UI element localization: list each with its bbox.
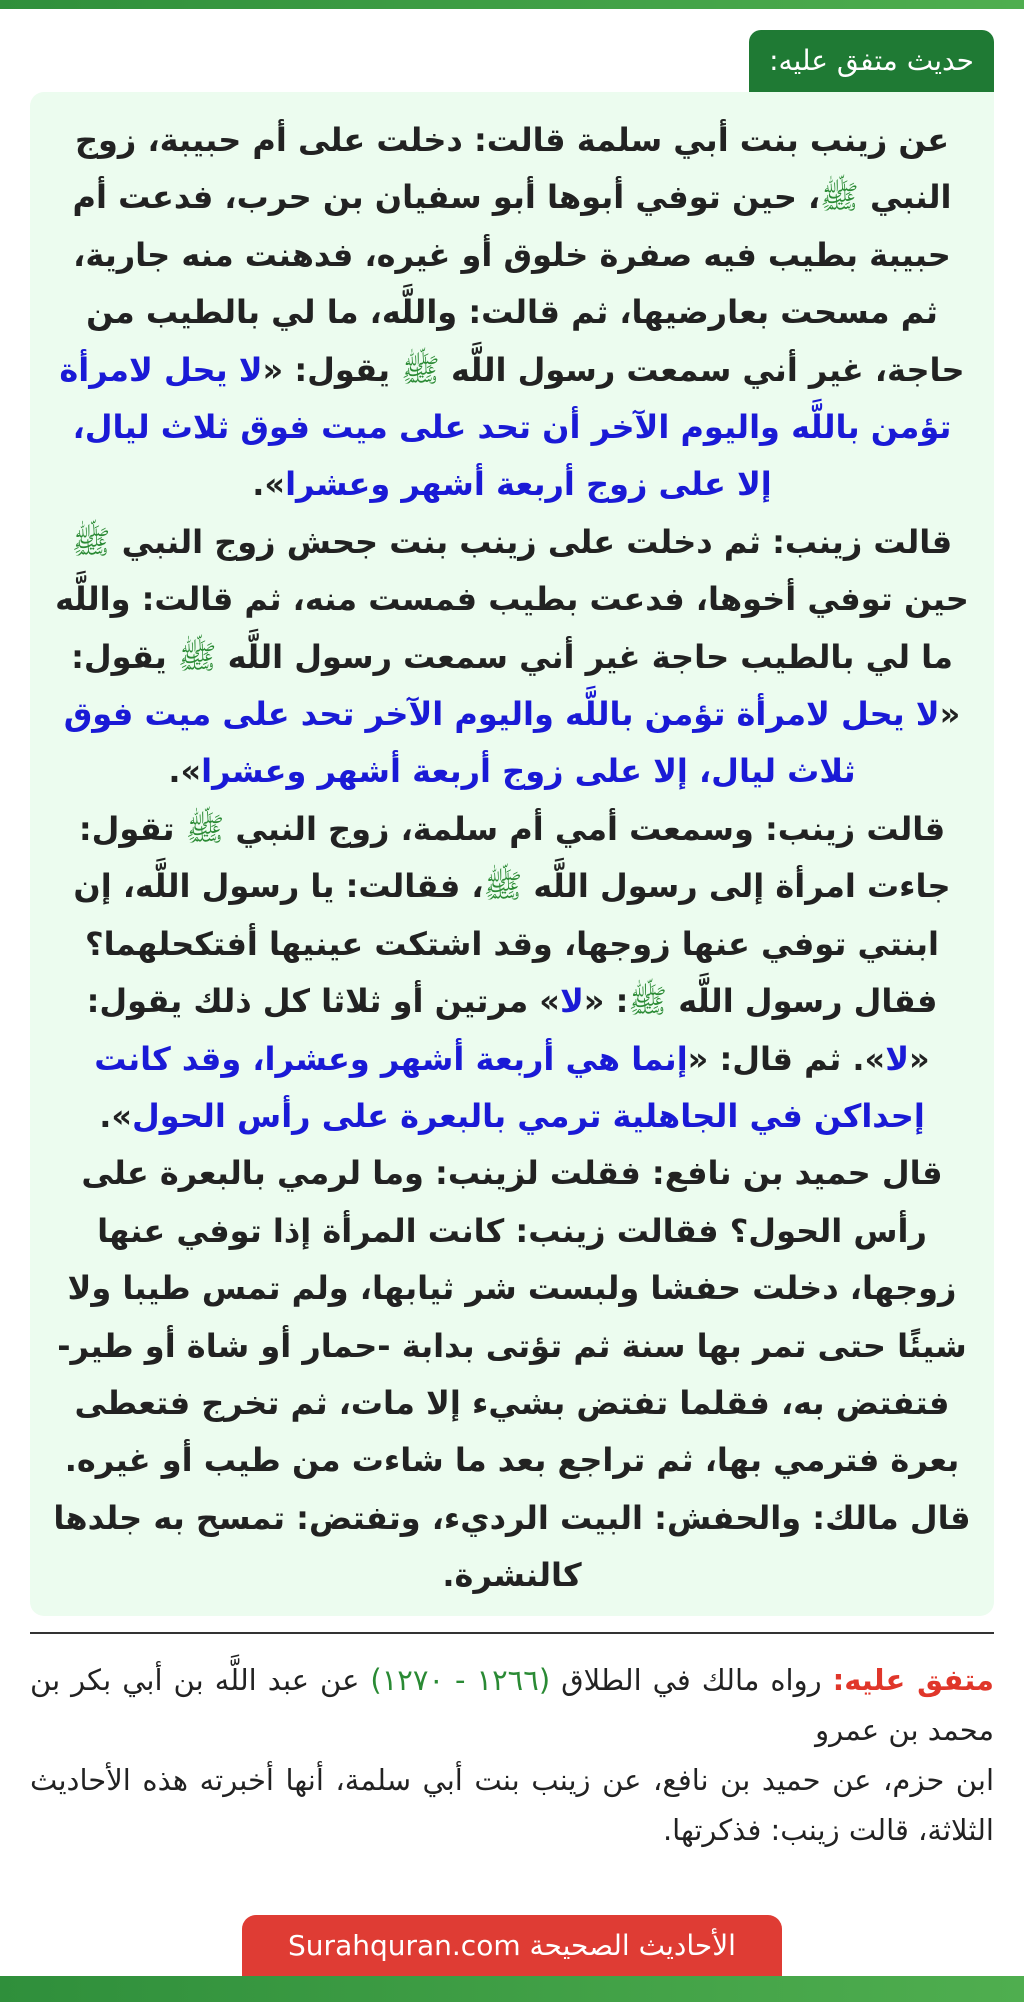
top-accent-bar [0,0,1024,9]
text: ». ثم قال: « [687,1039,886,1078]
hadith-paragraph-5: قال مالك: والحفش: البيت الرديء، وتفتض: تمسح به جلدها كالنشرة. [53,1498,971,1595]
bottom-accent-bar [0,1976,1024,2002]
prophet-quote: لا يحل لامرأة تؤمن باللَّه واليوم الآخر أن تحد على ميت فوق ثلاث ليال، إلا على زوج أربعة أشهر وعشرا [59,350,952,504]
text: : « [583,982,629,1021]
hadith-paragraph-4: قال حميد بن نافع: فقلت لزينب: وما لرمي بالبعرة على رأس الحول؟ فقالت زينب: كانت المرأة إذا توفي عنها زوجها، دخلت حفشا ولبست شر ثيابها، ولم تمس طيبا ولا شيئًا حتى تمر بها سنة ثم تؤتى بدابة -حمار أو شاة أو طير- فتفتض به، فقلما تفتض بشيء إلا مات، ثم تخرج فتعطى بعرة فترمي بها، ثم تراجع بعد ما شاءت من طيب أو غيره. [57,1154,967,1480]
text: عن زينب بنت أبي سلمة قالت: دخلت على أم حبيبة، زوج النبي [74,121,952,217]
prophet-quote: إنما هي أربعة أشهر وعشرا، وقد كانت إحداكن في الجاهلية ترمي بالبعرة على رأس الحول [94,1039,925,1135]
source-citation [30,1655,994,1855]
text: عن عبد اللَّه بن أبي بكر بن محمد بن عمرو [30,1663,994,1747]
hadith-text-box [30,92,994,1616]
hadith-paragraph-3 [52,801,972,1145]
salawat-glyph: ﷺ [820,178,859,217]
prophet-quote: لا يحل لامرأة تؤمن باللَّه واليوم الآخر تحد على ميت فوق ثلاث ليال، إلا على زوج أربعة أشهر وعشرا [63,695,940,791]
salawat-glyph: ﷺ [71,522,111,561]
salawat-glyph: ﷺ [483,867,523,906]
text: قالت زينب: وسمعت أمي أم سلمة، زوج النبي [224,809,946,848]
salawat-glyph: ﷺ [628,982,668,1021]
source-line-1 [30,1655,994,1755]
salawat-glyph: ﷺ [401,350,440,389]
salawat-glyph: ﷺ [177,637,217,676]
source-line-2: ابن حزم، عن حميد بن نافع، عن زينب بنت أبي سلمة، أنها أخبرته هذه الأحاديث الثلاثة، قالت زينب: فذكرتها. [30,1763,994,1847]
text: ». [168,752,202,791]
text: رواه مالك في الطلاق [550,1663,833,1697]
source-label: متفق عليه: [832,1663,994,1697]
prophet-quote: لا [885,1039,910,1078]
text: قالت زينب: ثم دخلت على زينب بنت جحش زوج النبي [110,522,953,561]
text: ، حين توفي أبوها أبو سفيان بن حرب، فدعت أم حبيبة بطيب فيه صفرة خلوق أو غيره، فدهنت منه جارية، ثم مسحت بعارضيها، ثم قالت: واللَّه، ما لي بالطيب من حاجة، غير أني سمعت رسول اللَّه [72,178,965,389]
hadith-paragraph-2 [52,514,972,801]
section-title: حديث متفق عليه: [749,30,994,92]
text: حين توفي أخوها، فدعت بطيب فمست منه، ثم قالت: واللَّه ما لي بالطيب حاجة غير أني سمعت رسول اللَّه [55,580,969,676]
text: ، فقالت: يا رسول اللَّه، إن ابنتي توفي عنها زوجها، وقد اشتكت عينيها أفتكحلهما؟ فقال رسول اللَّه [73,867,939,1021]
prophet-quote: لا [559,982,584,1021]
text: يقول: « [262,350,402,389]
text: ». [252,465,286,504]
site-link-button[interactable]: الأحاديث الصحيحة Surahquran.com [242,1915,782,1976]
hadith-paragraph-1 [52,112,972,514]
text: يقول: « [71,637,961,734]
text: تقول: جاءت امرأة إلى رسول اللَّه [78,809,951,906]
divider-line [30,1632,994,1634]
salawat-glyph: ﷺ [185,809,225,848]
hadith-numbers: (١٢٦٦ - ١٢٧٠) [370,1663,551,1697]
text: » مرتين أو ثلاثا كل ذلك يقول: « [86,982,930,1078]
text: ». [99,1096,133,1135]
